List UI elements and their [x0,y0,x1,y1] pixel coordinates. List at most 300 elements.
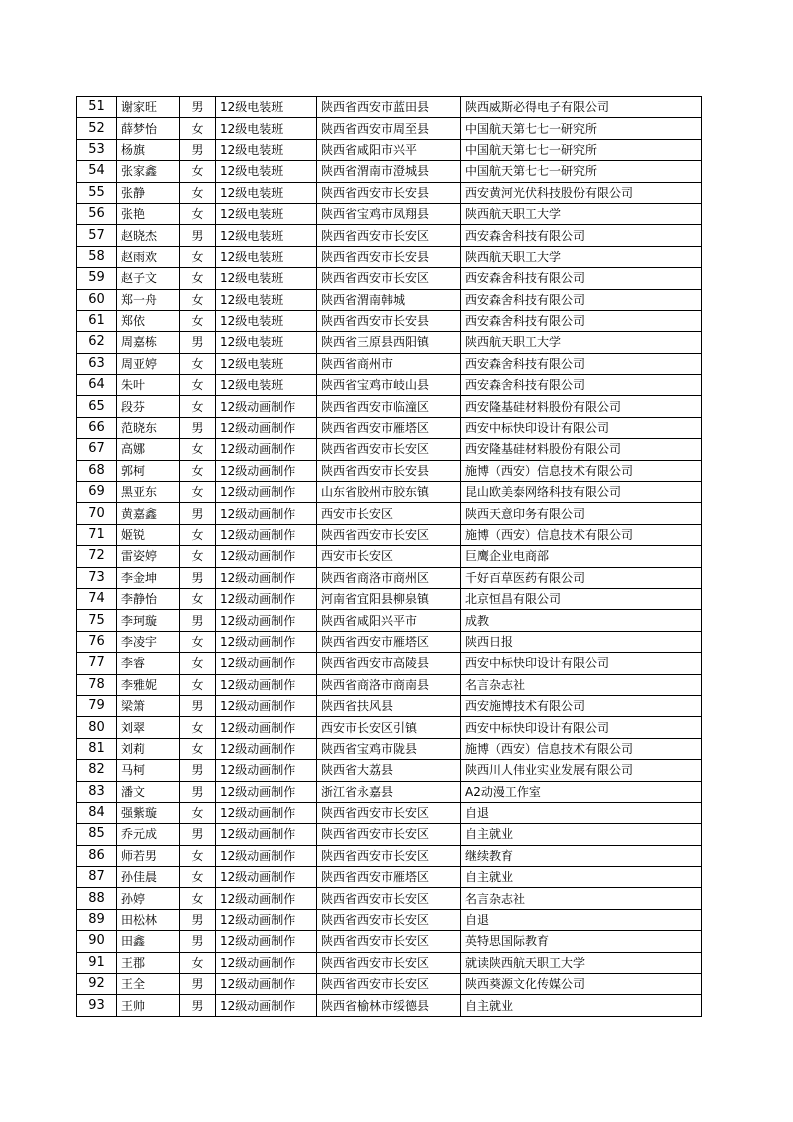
gender-cell: 女 [180,161,216,182]
class-cell: 12级动画制作 [216,417,317,438]
origin-cell: 陕西省西安市长安区 [317,268,461,289]
employer-cell: 陕西川人伟业实业发展有限公司 [461,760,702,781]
employer-cell: 陕西航天职工大学 [461,246,702,267]
gender-cell: 女 [180,246,216,267]
table-row [77,845,702,866]
employer-cell: 施博（西安）信息技术有限公司 [461,738,702,759]
employer-cell: 成教 [461,610,702,631]
table-row [77,974,702,995]
gender-cell: 女 [180,588,216,609]
table-row [77,396,702,417]
class-cell: 12级动画制作 [216,931,317,952]
origin-cell: 陕西省西安市长安区 [317,974,461,995]
table-row [77,931,702,952]
gender-cell: 女 [180,717,216,738]
gender-cell: 男 [180,225,216,246]
origin-cell: 河南省宜阳县柳泉镇 [317,588,461,609]
class-cell: 12级动画制作 [216,396,317,417]
gender-cell: 女 [180,653,216,674]
name-cell: 张艳 [117,203,180,224]
employer-cell: 名言杂志社 [461,888,702,909]
origin-cell: 陕西省渭南市澄城县 [317,161,461,182]
name-cell: 朱叶 [117,375,180,396]
row-number-cell: 91 [77,952,117,973]
row-number-cell: 76 [77,631,117,652]
row-number-cell: 84 [77,802,117,823]
employer-cell: 自退 [461,802,702,823]
gender-cell: 男 [180,824,216,845]
gender-cell: 女 [180,674,216,695]
origin-cell: 陕西省西安市雁塔区 [317,867,461,888]
table-row [77,118,702,139]
name-cell: 赵晓杰 [117,225,180,246]
name-cell: 乔元成 [117,824,180,845]
employer-cell: 自主就业 [461,995,702,1016]
table-row [77,802,702,823]
name-cell: 孙佳晨 [117,867,180,888]
origin-cell: 陕西省西安市长安县 [317,310,461,331]
gender-cell: 女 [180,375,216,396]
row-number-cell: 89 [77,909,117,930]
row-number-cell: 69 [77,482,117,503]
name-cell: 郑一舟 [117,289,180,310]
origin-cell: 西安市长安区 [317,546,461,567]
origin-cell: 陕西省三原县西阳镇 [317,332,461,353]
table-row [77,332,702,353]
gender-cell: 男 [180,139,216,160]
name-cell: 李珂璇 [117,610,180,631]
employer-cell: 西安隆基硅材料股份有限公司 [461,396,702,417]
row-number-cell: 60 [77,289,117,310]
name-cell: 周亚婷 [117,353,180,374]
origin-cell: 陕西省扶风县 [317,695,461,716]
table-row [77,824,702,845]
name-cell: 谢家旺 [117,97,180,118]
table-row [77,546,702,567]
class-cell: 12级动画制作 [216,674,317,695]
class-cell: 12级动画制作 [216,695,317,716]
gender-cell: 男 [180,695,216,716]
table-row [77,268,702,289]
graduate-roster-table [76,96,702,1017]
class-cell: 12级电装班 [216,97,317,118]
employer-cell: 施博（西安）信息技术有限公司 [461,460,702,481]
employer-cell: 施博（西安）信息技术有限公司 [461,524,702,545]
name-cell: 李静怡 [117,588,180,609]
employer-cell: 千好百草医药有限公司 [461,567,702,588]
class-cell: 12级动画制作 [216,974,317,995]
table-row [77,310,702,331]
employer-cell: 陕西葵源文化传媒公司 [461,974,702,995]
gender-cell: 女 [180,482,216,503]
origin-cell: 陕西省商州市 [317,353,461,374]
class-cell: 12级动画制作 [216,653,317,674]
row-number-cell: 53 [77,139,117,160]
name-cell: 李睿 [117,653,180,674]
class-cell: 12级动画制作 [216,717,317,738]
employer-cell: 陕西航天职工大学 [461,203,702,224]
row-number-cell: 79 [77,695,117,716]
origin-cell: 陕西省西安市长安区 [317,824,461,845]
employer-cell: 中国航天第七七一研究所 [461,161,702,182]
table-row [77,182,702,203]
name-cell: 田松林 [117,909,180,930]
origin-cell: 陕西省西安市周至县 [317,118,461,139]
row-number-cell: 78 [77,674,117,695]
name-cell: 王全 [117,974,180,995]
table-row [77,460,702,481]
class-cell: 12级动画制作 [216,845,317,866]
row-number-cell: 55 [77,182,117,203]
gender-cell: 女 [180,182,216,203]
employer-cell: 西安森舍科技有限公司 [461,353,702,374]
gender-cell: 男 [180,760,216,781]
employer-cell: 西安黄河光伏科技股份有限公司 [461,182,702,203]
employer-cell: 就读陕西航天职工大学 [461,952,702,973]
table-row [77,524,702,545]
name-cell: 李凌宇 [117,631,180,652]
name-cell: 黑亚东 [117,482,180,503]
name-cell: 潘文 [117,781,180,802]
table-row [77,161,702,182]
gender-cell: 女 [180,738,216,759]
gender-cell: 男 [180,974,216,995]
gender-cell: 女 [180,845,216,866]
row-number-cell: 65 [77,396,117,417]
name-cell: 孙婷 [117,888,180,909]
class-cell: 12级动画制作 [216,503,317,524]
gender-cell: 男 [180,97,216,118]
row-number-cell: 92 [77,974,117,995]
class-cell: 12级电装班 [216,246,317,267]
employer-cell: 英特思国际教育 [461,931,702,952]
table-row [77,503,702,524]
table-row [77,417,702,438]
class-cell: 12级动画制作 [216,995,317,1016]
gender-cell: 男 [180,610,216,631]
employer-cell: 西安森舍科技有限公司 [461,375,702,396]
origin-cell: 陕西省西安市长安区 [317,931,461,952]
class-cell: 12级电装班 [216,375,317,396]
gender-cell: 女 [180,524,216,545]
employer-cell: 西安中标快印设计有限公司 [461,417,702,438]
employer-cell: 西安隆基硅材料股份有限公司 [461,439,702,460]
row-number-cell: 70 [77,503,117,524]
name-cell: 周嘉栋 [117,332,180,353]
table-row [77,909,702,930]
table-row [77,567,702,588]
name-cell: 张静 [117,182,180,203]
row-number-cell: 68 [77,460,117,481]
table-row [77,289,702,310]
row-number-cell: 86 [77,845,117,866]
class-cell: 12级电装班 [216,161,317,182]
employer-cell: 陕西天意印务有限公司 [461,503,702,524]
gender-cell: 女 [180,310,216,331]
employer-cell: 陕西威斯必得电子有限公司 [461,97,702,118]
row-number-cell: 61 [77,310,117,331]
name-cell: 薛梦怡 [117,118,180,139]
class-cell: 12级电装班 [216,289,317,310]
gender-cell: 女 [180,396,216,417]
gender-cell: 女 [180,888,216,909]
gender-cell: 女 [180,439,216,460]
row-number-cell: 75 [77,610,117,631]
origin-cell: 陕西省西安市临潼区 [317,396,461,417]
employer-cell: 西安森舍科技有限公司 [461,289,702,310]
name-cell: 高娜 [117,439,180,460]
employer-cell: 巨鹰企业电商部 [461,546,702,567]
origin-cell: 陕西省渭南韩城 [317,289,461,310]
class-cell: 12级电装班 [216,182,317,203]
gender-cell: 男 [180,931,216,952]
class-cell: 12级动画制作 [216,610,317,631]
name-cell: 刘莉 [117,738,180,759]
class-cell: 12级动画制作 [216,802,317,823]
gender-cell: 男 [180,995,216,1016]
row-number-cell: 87 [77,867,117,888]
employer-cell: 中国航天第七七一研究所 [461,118,702,139]
gender-cell: 女 [180,353,216,374]
gender-cell: 女 [180,802,216,823]
table-row [77,888,702,909]
table-row [77,246,702,267]
origin-cell: 陕西省西安市雁塔区 [317,417,461,438]
name-cell: 田鑫 [117,931,180,952]
table-row [77,225,702,246]
row-number-cell: 83 [77,781,117,802]
employer-cell: 自退 [461,909,702,930]
row-number-cell: 59 [77,268,117,289]
employer-cell: 北京恒昌有限公司 [461,588,702,609]
class-cell: 12级电装班 [216,332,317,353]
origin-cell: 陕西省宝鸡市岐山县 [317,375,461,396]
origin-cell: 陕西省西安市长安区 [317,909,461,930]
table-row [77,375,702,396]
row-number-cell: 80 [77,717,117,738]
employer-cell: 西安中标快印设计有限公司 [461,653,702,674]
class-cell: 12级动画制作 [216,781,317,802]
table-row [77,995,702,1016]
class-cell: 12级动画制作 [216,439,317,460]
gender-cell: 女 [180,268,216,289]
gender-cell: 男 [180,417,216,438]
row-number-cell: 57 [77,225,117,246]
employer-cell: 西安森舍科技有限公司 [461,310,702,331]
name-cell: 段芬 [117,396,180,417]
origin-cell: 陕西省西安市长安区 [317,439,461,460]
row-number-cell: 81 [77,738,117,759]
origin-cell: 西安市长安区引镇 [317,717,461,738]
class-cell: 12级电装班 [216,118,317,139]
row-number-cell: 77 [77,653,117,674]
class-cell: 12级动画制作 [216,567,317,588]
table-row [77,482,702,503]
origin-cell: 陕西省咸阳市兴平 [317,139,461,160]
employer-cell: 陕西航天职工大学 [461,332,702,353]
table-row [77,952,702,973]
gender-cell: 女 [180,203,216,224]
class-cell: 12级动画制作 [216,546,317,567]
class-cell: 12级动画制作 [216,888,317,909]
roster-body [77,97,702,1017]
name-cell: 雷姿婷 [117,546,180,567]
employer-cell: 继续教育 [461,845,702,866]
class-cell: 12级动画制作 [216,631,317,652]
table-row [77,738,702,759]
name-cell: 黄嘉鑫 [117,503,180,524]
row-number-cell: 74 [77,588,117,609]
origin-cell: 陕西省商洛市商州区 [317,567,461,588]
name-cell: 姬锐 [117,524,180,545]
class-cell: 12级动画制作 [216,738,317,759]
class-cell: 12级电装班 [216,310,317,331]
name-cell: 梁箫 [117,695,180,716]
row-number-cell: 82 [77,760,117,781]
origin-cell: 陕西省西安市长安县 [317,182,461,203]
row-number-cell: 52 [77,118,117,139]
row-number-cell: 58 [77,246,117,267]
table-row [77,97,702,118]
table-row [77,631,702,652]
class-cell: 12级动画制作 [216,867,317,888]
name-cell: 师若男 [117,845,180,866]
name-cell: 马柯 [117,760,180,781]
name-cell: 郑依 [117,310,180,331]
origin-cell: 陕西省西安市高陵县 [317,653,461,674]
gender-cell: 女 [180,289,216,310]
table-row [77,139,702,160]
row-number-cell: 63 [77,353,117,374]
name-cell: 杨旗 [117,139,180,160]
row-number-cell: 88 [77,888,117,909]
origin-cell: 陕西省西安市长安区 [317,888,461,909]
class-cell: 12级动画制作 [216,952,317,973]
class-cell: 12级电装班 [216,268,317,289]
row-number-cell: 66 [77,417,117,438]
gender-cell: 女 [180,460,216,481]
employer-cell: 昆山欧美泰网络科技有限公司 [461,482,702,503]
origin-cell: 陕西省宝鸡市陇县 [317,738,461,759]
origin-cell: 陕西省西安市长安县 [317,246,461,267]
origin-cell: 陕西省西安市长安区 [317,845,461,866]
origin-cell: 西安市长安区 [317,503,461,524]
table-row [77,353,702,374]
employer-cell: 西安施博技术有限公司 [461,695,702,716]
name-cell: 强紫璇 [117,802,180,823]
origin-cell: 山东省胶州市胶东镇 [317,482,461,503]
employer-cell: 陕西日报 [461,631,702,652]
origin-cell: 陕西省西安市长安区 [317,802,461,823]
gender-cell: 男 [180,909,216,930]
class-cell: 12级电装班 [216,203,317,224]
gender-cell: 男 [180,781,216,802]
employer-cell: 名言杂志社 [461,674,702,695]
employer-cell: A2动漫工作室 [461,781,702,802]
gender-cell: 男 [180,332,216,353]
class-cell: 12级动画制作 [216,524,317,545]
name-cell: 王帅 [117,995,180,1016]
origin-cell: 陕西省西安市长安县 [317,460,461,481]
class-cell: 12级动画制作 [216,909,317,930]
table-row [77,867,702,888]
class-cell: 12级动画制作 [216,760,317,781]
row-number-cell: 56 [77,203,117,224]
table-row [77,588,702,609]
row-number-cell: 62 [77,332,117,353]
row-number-cell: 67 [77,439,117,460]
employer-cell: 自主就业 [461,824,702,845]
name-cell: 张家鑫 [117,161,180,182]
table-row [77,781,702,802]
row-number-cell: 54 [77,161,117,182]
origin-cell: 陕西省大荔县 [317,760,461,781]
class-cell: 12级电装班 [216,225,317,246]
gender-cell: 女 [180,952,216,973]
class-cell: 12级动画制作 [216,824,317,845]
gender-cell: 女 [180,631,216,652]
origin-cell: 陕西省商洛市商南县 [317,674,461,695]
name-cell: 范晓东 [117,417,180,438]
origin-cell: 浙江省永嘉县 [317,781,461,802]
name-cell: 李雅妮 [117,674,180,695]
employer-cell: 西安中标快印设计有限公司 [461,717,702,738]
gender-cell: 女 [180,118,216,139]
row-number-cell: 93 [77,995,117,1016]
row-number-cell: 90 [77,931,117,952]
origin-cell: 陕西省西安市雁塔区 [317,631,461,652]
table-row [77,760,702,781]
gender-cell: 女 [180,867,216,888]
origin-cell: 陕西省咸阳兴平市 [317,610,461,631]
table-row [77,439,702,460]
employer-cell: 西安森舍科技有限公司 [461,225,702,246]
origin-cell: 陕西省西安市长安区 [317,225,461,246]
table-row [77,653,702,674]
table-row [77,674,702,695]
name-cell: 赵子文 [117,268,180,289]
table-row [77,717,702,738]
origin-cell: 陕西省西安市长安区 [317,524,461,545]
table-row [77,203,702,224]
name-cell: 赵雨欢 [117,246,180,267]
origin-cell: 陕西省宝鸡市凤翔县 [317,203,461,224]
gender-cell: 男 [180,503,216,524]
table-row [77,610,702,631]
class-cell: 12级动画制作 [216,588,317,609]
employer-cell: 中国航天第七七一研究所 [461,139,702,160]
row-number-cell: 85 [77,824,117,845]
employer-cell: 西安森舍科技有限公司 [461,268,702,289]
name-cell: 李金坤 [117,567,180,588]
row-number-cell: 71 [77,524,117,545]
row-number-cell: 73 [77,567,117,588]
name-cell: 刘翠 [117,717,180,738]
class-cell: 12级动画制作 [216,482,317,503]
row-number-cell: 72 [77,546,117,567]
class-cell: 12级电装班 [216,353,317,374]
row-number-cell: 51 [77,97,117,118]
name-cell: 王郡 [117,952,180,973]
origin-cell: 陕西省西安市长安区 [317,952,461,973]
name-cell: 郭柯 [117,460,180,481]
gender-cell: 女 [180,546,216,567]
class-cell: 12级动画制作 [216,460,317,481]
employer-cell: 自主就业 [461,867,702,888]
row-number-cell: 64 [77,375,117,396]
gender-cell: 男 [180,567,216,588]
origin-cell: 陕西省榆林市绥德县 [317,995,461,1016]
